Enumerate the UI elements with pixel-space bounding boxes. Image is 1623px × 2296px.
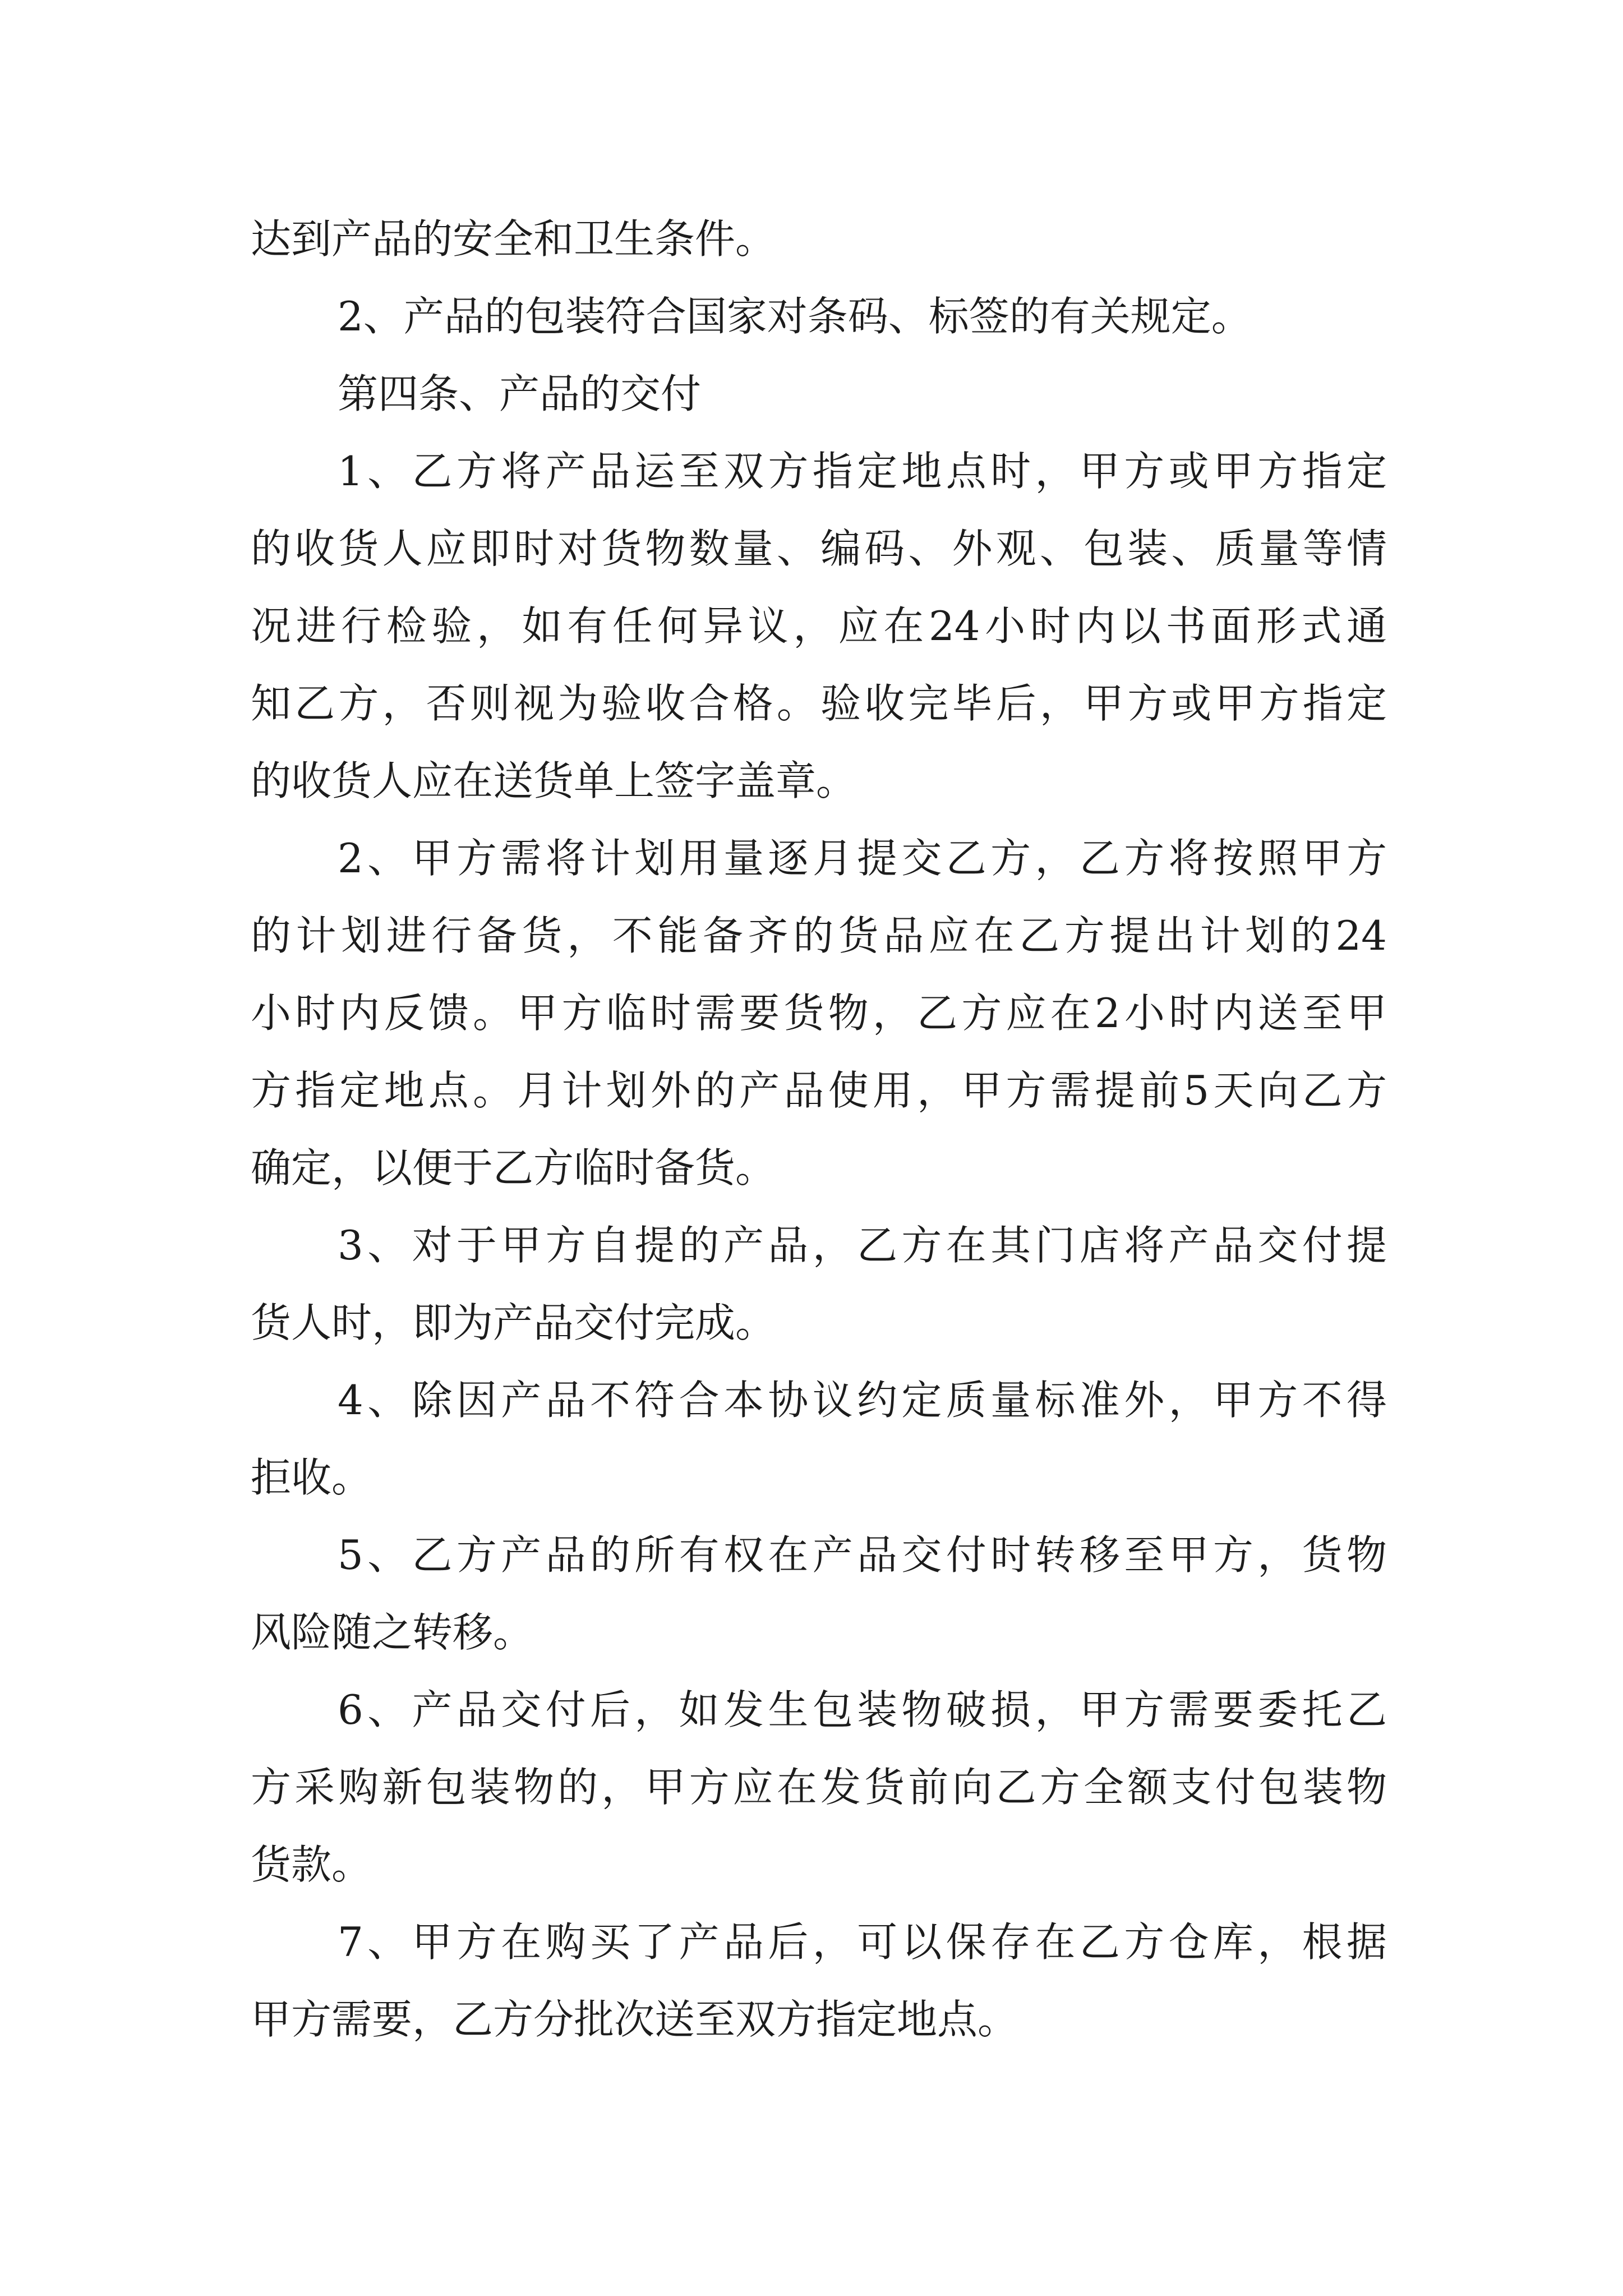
text-line: 风险随之转移。 xyxy=(251,1609,534,1656)
text-line: 的计划进行备货，不能备齐的货品应在乙方提出计划的24 xyxy=(251,912,1387,959)
text-line: 7、甲方在购买了产品后，可以保存在乙方仓库，根据 xyxy=(338,1918,1387,1966)
paragraph xyxy=(251,1207,1387,1361)
text-line: 货人时，即为产品交付完成。 xyxy=(251,1299,776,1346)
text-line: 况进行检验，如有任何异议，应在24小时内以书面形式通 xyxy=(251,602,1387,650)
text-line: 6、产品交付后，如发生包装物破损，甲方需要委托乙 xyxy=(338,1686,1387,1733)
paragraph xyxy=(251,200,1387,278)
text-line: 5、乙方产品的所有权在产品交付时转移至甲方，货物 xyxy=(338,1531,1387,1579)
text-line: 甲方需要，乙方分批次送至双方指定地点。 xyxy=(251,1996,1018,2043)
text-line: 方指定地点。月计划外的产品使用，甲方需提前5天向乙方 xyxy=(251,1067,1387,1114)
paragraph xyxy=(251,1903,1387,2058)
text-line: 的收货人应即时对货物数量、编码、外观、包装、质量等情 xyxy=(251,525,1387,572)
paragraph xyxy=(251,1516,1387,1671)
text-line: 达到产品的安全和卫生条件。 xyxy=(251,215,776,263)
document-body xyxy=(251,200,1387,2058)
text-line: 1、乙方将产品运至双方指定地点时，甲方或甲方指定 xyxy=(338,448,1387,495)
text-line: 方采购新包装物的，甲方应在发货前向乙方全额支付包装物 xyxy=(251,1764,1387,1811)
text-line: 2、产品的包装符合国家对条码、标签的有关规定。 xyxy=(338,293,1252,340)
text-line: 第四条、产品的交付 xyxy=(338,370,702,417)
text-line: 的收货人应在送货单上签字盖章。 xyxy=(251,757,857,804)
text-line: 4、除因产品不符合本协议约定质量标准外，甲方不得 xyxy=(338,1377,1387,1424)
text-line: 小时内反馈。甲方临时需要货物，乙方应在2小时内送至甲 xyxy=(251,990,1387,1037)
text-line: 知乙方，否则视为验收合格。验收完毕后，甲方或甲方指定 xyxy=(251,680,1387,727)
paragraph xyxy=(251,1671,1387,1903)
paragraph xyxy=(251,820,1387,1207)
paragraph xyxy=(251,278,1387,355)
text-line: 拒收。 xyxy=(251,1454,372,1501)
section-heading xyxy=(251,355,1387,432)
paragraph xyxy=(251,432,1387,820)
text-line: 货款。 xyxy=(251,1841,372,1888)
text-line: 确定，以便于乙方临时备货。 xyxy=(251,1144,776,1191)
text-line: 2、甲方需将计划用量逐月提交乙方，乙方将按照甲方 xyxy=(338,835,1387,882)
text-line: 3、对于甲方自提的产品，乙方在其门店将产品交付提 xyxy=(338,1222,1387,1269)
paragraph xyxy=(251,1361,1387,1516)
